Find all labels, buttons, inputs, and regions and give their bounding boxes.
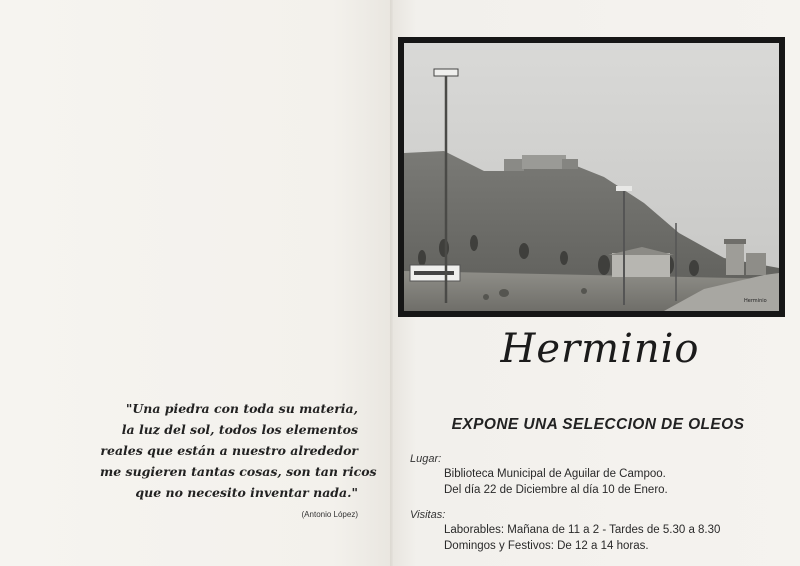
quote-line-3: reales que están a nuestro alrededor	[100, 443, 358, 458]
visitas-line-1: Laborables: Mañana de 11 a 2 - Tardes de 5.30 a 8.30	[444, 524, 721, 536]
lugar-details	[444, 466, 668, 498]
quote-line-1: "Una piedra con toda su materia,	[125, 401, 358, 416]
exhibition-headline: EXPONE UNA SELECCION DE OLEOS	[451, 416, 745, 433]
visitas-line-2: Domingos y Festivos: De 12 a 14 horas.	[444, 540, 649, 552]
quote-line-4: me sugieren tantas cosas, son tan ricos	[100, 464, 377, 479]
page-fold	[390, 0, 393, 566]
lugar-line-1: Biblioteca Municipal de Aguilar de Campoo.	[444, 468, 666, 480]
quote-line-2: la luz del sol, todos los elementos	[121, 422, 358, 437]
quote-line-5: que no necesito inventar nada."	[135, 485, 358, 500]
artist-name: Herminio	[500, 326, 700, 372]
quote-block	[100, 398, 377, 503]
painting-frame	[398, 37, 785, 317]
lugar-label: Lugar:	[410, 453, 442, 465]
lugar-line-2: Del día 22 de Diciembre al día 10 de Enero.	[444, 484, 668, 496]
quote-author: (Antonio López)	[301, 510, 358, 519]
visitas-label: Visitas:	[410, 509, 446, 521]
painting-landscape	[404, 43, 779, 311]
painting-signature: Herminio	[744, 298, 767, 304]
visitas-details	[444, 522, 720, 554]
